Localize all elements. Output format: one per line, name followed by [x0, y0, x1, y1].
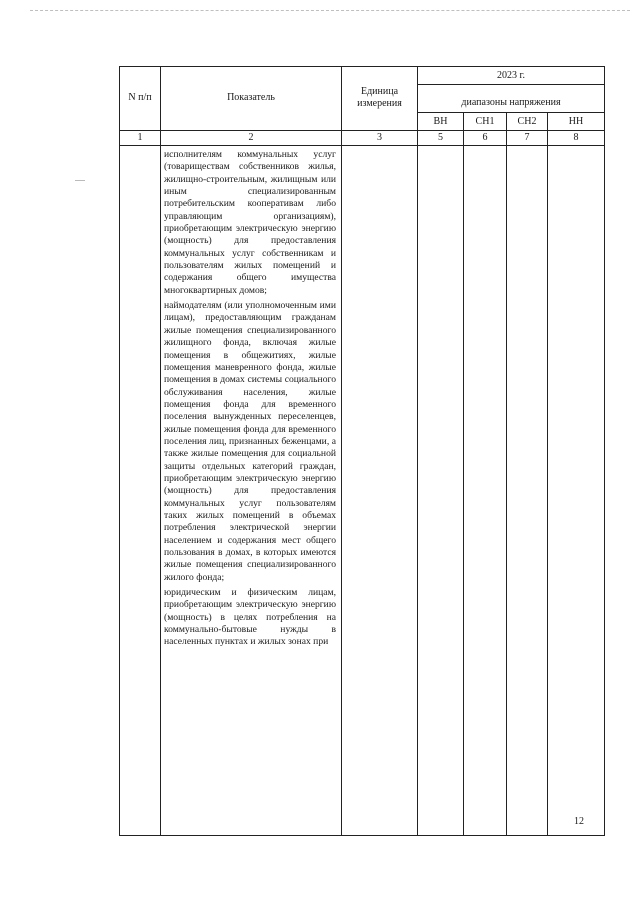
rule-colnum-bottom: [119, 145, 605, 146]
rule-ranges: [417, 112, 605, 113]
header-unit: Единица измерения: [357, 86, 402, 109]
header-vn: ВН: [433, 116, 448, 127]
paragraph-legal-entities: юридическим и физическим лицам, приобретающим электрическую энергию (мощность) в целях потребления на коммунально-бытовые нужды в населенных пунктах и жилых зонах при: [164, 587, 336, 648]
indicator-text: [164, 149, 336, 649]
rule-header-bottom: [119, 130, 605, 131]
top-border-line: [30, 10, 630, 11]
page-number: 12: [574, 816, 584, 827]
rule-col2: [341, 66, 342, 836]
header-voltage-ranges: диапазоны напряжения: [461, 97, 561, 108]
colnum-7: 7: [524, 132, 530, 143]
tariff-table: [119, 66, 605, 836]
header-sn2: СН2: [517, 116, 537, 127]
header-num: N п/п: [128, 92, 152, 103]
colnum-2: 2: [248, 132, 254, 143]
colnum-1: 1: [137, 132, 143, 143]
rule-col7: [547, 112, 548, 836]
header-year: 2023 г.: [497, 70, 525, 81]
paragraph-landlords: наймодателям (или уполномоченным ими лицам), предоставляющим гражданам жилые помещения специализированного жилищного фонда, включая жилые помещения в общежитиях, жилые помещения маневренного фонда, жилые помещения в домах системы социального обслуживания населения, жилые помещения фонда для временного поселения вынужденных переселенцев, жилые помещения фонда для временного поселения лиц, признанных беженцами, а также жилые помещения для социальной защиты отдельных категорий граждан, приобретающим электрическую энергию (мощность) для предоставления коммунальных услуг пользователям таких жилых помещений в объемах потребления электрической энергии населением и содержания мест общего пользования в домах, в которых имеются жилые помещения специализированного жилого фонда;: [164, 300, 336, 583]
rule-right: [604, 66, 605, 836]
header-sn1: СН1: [475, 116, 495, 127]
rule-year: [417, 84, 605, 85]
colnum-3: 3: [377, 132, 382, 143]
paragraph-utility-providers: исполнителям коммунальных услуг (товариществам собственников жилья, жилищно-строительным, жилищным или иным специализированным потребительским кооперативам либо управляющим организациям), приобретающим электрическую энергию (мощность) для предоставления коммунальных услуг собственникам и пользователям жилых помещений и содержания общего имущества многоквартирных домов;: [164, 149, 336, 296]
rule-left: [119, 66, 120, 836]
margin-mark: [75, 180, 85, 181]
header-nn: НН: [568, 116, 584, 127]
colnum-5: 5: [438, 132, 443, 143]
colnum-8: 8: [573, 132, 579, 143]
rule-col5: [463, 112, 464, 836]
rule-col3: [417, 66, 418, 836]
rule-top: [119, 66, 605, 67]
rule-col1: [160, 66, 161, 836]
rule-bottom: [119, 835, 605, 836]
rule-col6: [506, 112, 507, 836]
colnum-6: 6: [482, 132, 488, 143]
header-indicator: Показатель: [227, 92, 275, 103]
